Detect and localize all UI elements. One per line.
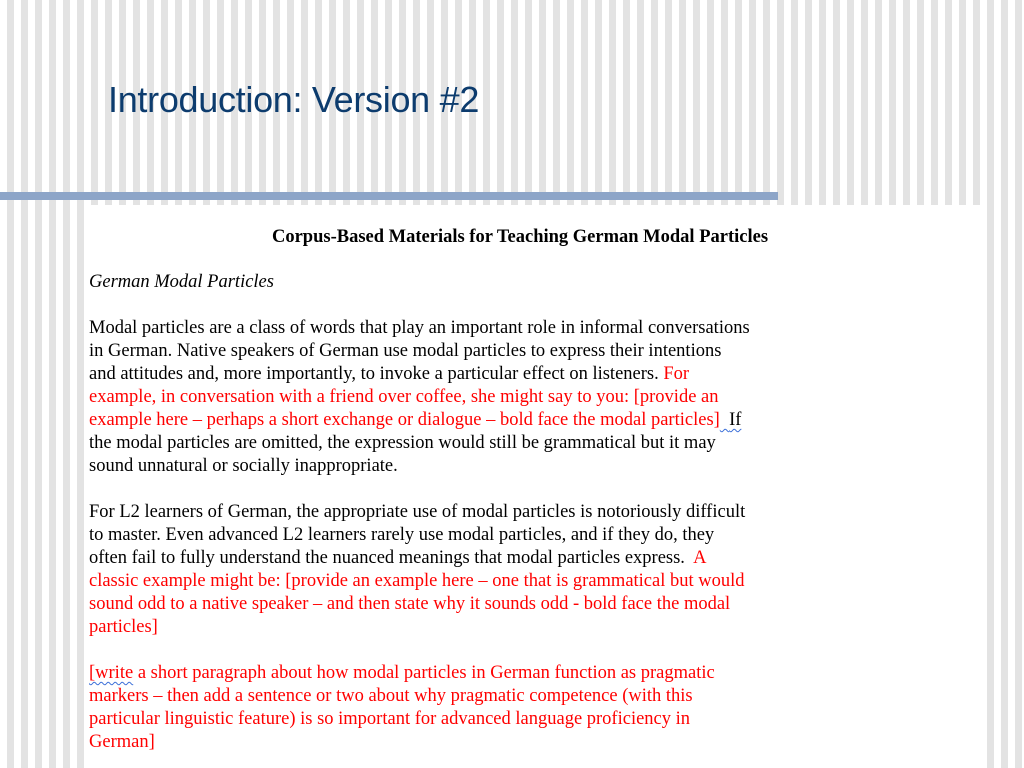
title-divider (0, 192, 778, 200)
instruction-text: A (693, 548, 707, 568)
spelling-marker: [write (89, 663, 134, 683)
document-excerpt (86, 205, 983, 768)
instruction-text: example here – perhaps a short exchange or dialogue – bold face the modal particles] (89, 410, 720, 430)
text-run: and attitudes and, more importantly, to invoke a particular effect on listeners. (89, 364, 664, 384)
instruction-line: sound odd to a native speaker – and then state why it sounds odd - bold face the modal (89, 594, 731, 614)
instruction-line: markers – then add a sentence or two about why pragmatic competence (with this (89, 686, 693, 706)
paragraph-line: to master. Even advanced L2 learners rarely use modal particles, and if they do, they (89, 525, 715, 545)
instruction-line: particles] (89, 617, 158, 637)
slide-title: Introduction: Version #2 (108, 79, 480, 120)
text-run: often fail to fully understand the nuanced meanings that modal particles express. (89, 548, 694, 568)
document-subheading: German Modal Particles (89, 272, 274, 292)
instruction-line: classic example might be: [provide an example here – one that is grammatical but would (89, 571, 745, 591)
paragraph-line: in German. Native speakers of German use modal particles to express their intentions (89, 341, 722, 361)
paragraph-line: For L2 learners of German, the appropriate use of modal particles is notoriously difficult (89, 502, 746, 522)
paragraph-line (89, 409, 969, 432)
paragraph-line: sound unnatural or socially inappropriate. (89, 456, 398, 476)
text-run: a short paragraph about how modal particles in German function as pragmatic (133, 663, 715, 683)
instruction-line: example, in conversation with a friend over coffee, she might say to you: [provide an (89, 387, 719, 407)
paragraph-l2-learners (89, 501, 969, 639)
document-title: Corpus-Based Materials for Teaching German Modal Particles (271, 227, 769, 247)
instruction-line (89, 662, 969, 685)
paragraph-introduction (89, 317, 969, 478)
instruction-line: particular linguistic feature) is so important for advanced language proficiency in (89, 709, 691, 729)
paragraph-line: the modal particles are omitted, the expression would still be grammatical but it may (89, 433, 716, 453)
instruction-line: German] (89, 732, 155, 752)
paragraph-pragmatic-markers (89, 662, 969, 754)
paragraph-line: Modal particles are a class of words that play an important role in informal conversations (89, 318, 750, 338)
spelling-marker (720, 410, 729, 430)
instruction-text: For (663, 364, 690, 384)
paragraph-line (89, 547, 969, 570)
text-run: If (729, 410, 742, 430)
paragraph-line (89, 363, 969, 386)
